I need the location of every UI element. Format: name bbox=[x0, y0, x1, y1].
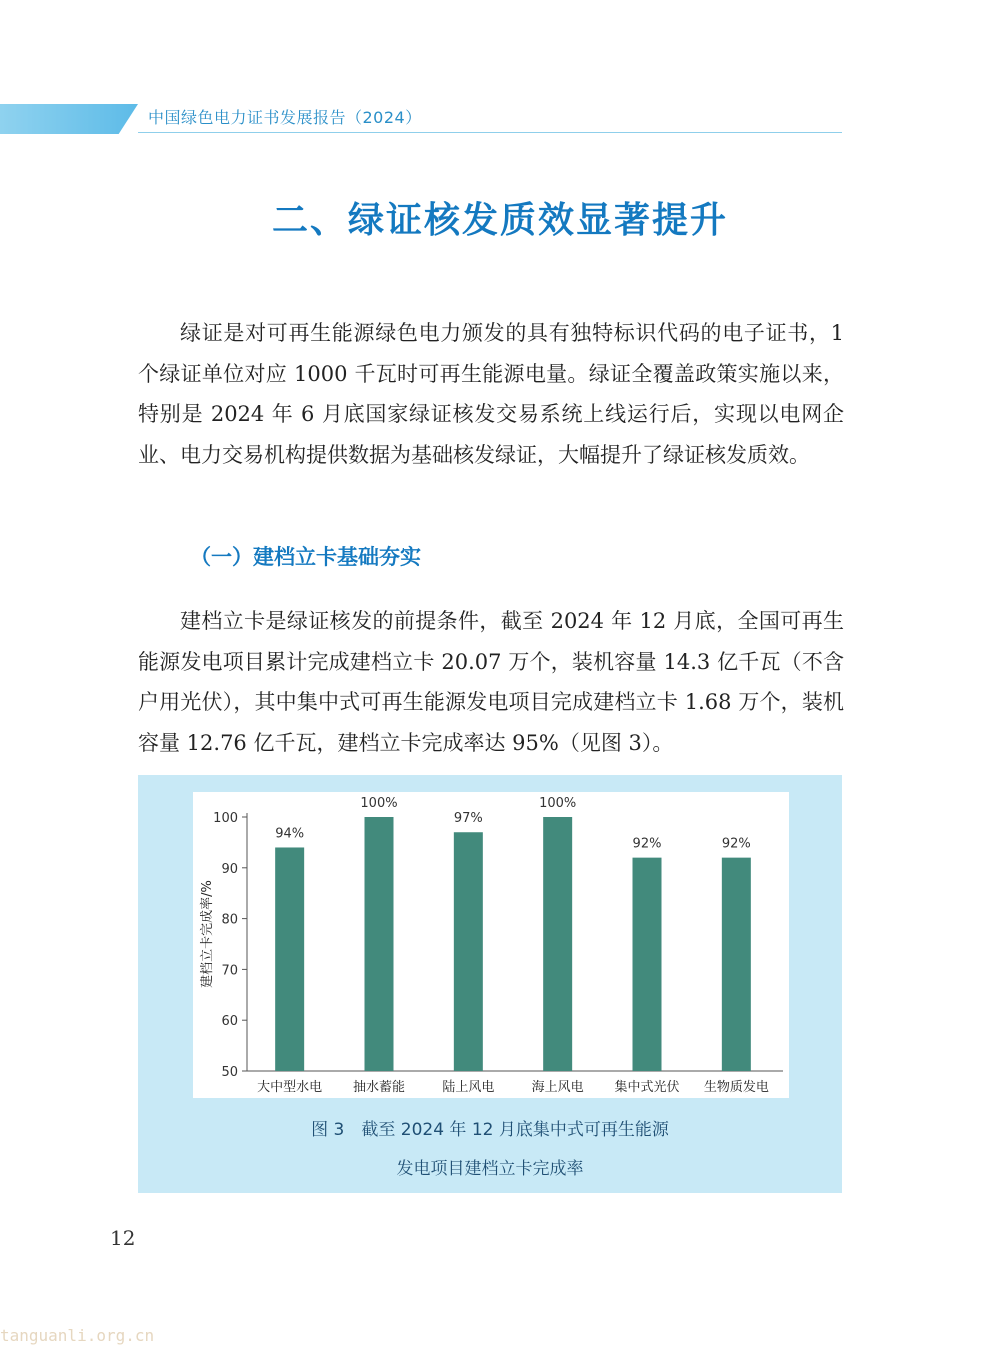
bar-value-label: 94% bbox=[275, 826, 305, 842]
bar-value-label: 100% bbox=[539, 796, 577, 811]
bar bbox=[275, 847, 304, 1071]
watermark: tanguanli.org.cn bbox=[0, 1326, 155, 1345]
y-tick-label: 80 bbox=[221, 912, 238, 928]
bar bbox=[543, 817, 572, 1071]
paragraph-registration: 建档立卡是绿证核发的前提条件，截至 2024 年 12 月底，全国可再生能源发电项目累计完成建档立卡 20.07 万个，装机容量 14.3 亿千瓦（不含户用光伏），其中集中式可再生能源发电项目完成建档立卡 1.68 万个，装机容量 12.76 亿千瓦，建档立卡完成率达 95%（见图 3）。 bbox=[138, 609, 844, 755]
bar bbox=[633, 858, 662, 1071]
y-tick-label: 100 bbox=[213, 811, 238, 826]
bar bbox=[454, 832, 483, 1071]
bar-value-label: 97% bbox=[453, 811, 483, 827]
section-title: 二、绿证核发质效显著提升 bbox=[271, 200, 728, 241]
x-category-label: 大中型水电 bbox=[257, 1080, 323, 1095]
chart-area bbox=[193, 792, 789, 1098]
x-category-label: 海上风电 bbox=[531, 1080, 584, 1095]
bar-value-label: 92% bbox=[632, 836, 662, 852]
bar-value-label: 100% bbox=[360, 796, 398, 811]
page-number: 12 bbox=[110, 1226, 136, 1250]
header-rule bbox=[138, 132, 842, 133]
y-axis-label: 建档立卡完成率/% bbox=[200, 880, 215, 988]
bar bbox=[365, 817, 394, 1071]
x-category-label: 抽水蓄能 bbox=[352, 1080, 406, 1095]
y-tick-label: 70 bbox=[221, 963, 238, 979]
bar bbox=[722, 858, 751, 1071]
running-header-title: 中国绿色电力证书发展报告（2024） bbox=[148, 108, 422, 127]
y-tick-label: 60 bbox=[221, 1014, 238, 1030]
x-category-label: 陆上风电 bbox=[442, 1080, 495, 1095]
bar-chart bbox=[193, 792, 789, 1098]
figure-caption-line1: 图 3 截至 2024 年 12 月底集中式可再生能源 bbox=[311, 1120, 669, 1140]
y-tick-label: 50 bbox=[221, 1065, 238, 1080]
bar-value-label: 92% bbox=[721, 836, 751, 852]
x-category-label: 生物质发电 bbox=[703, 1080, 769, 1095]
paragraph-intro: 绿证是对可再生能源绿色电力颁发的具有独特标识代码的电子证书，1 个绿证单位对应 1000 千瓦时可再生能源电量。绿证全覆盖政策实施以来，特别是 2024 年 6 月底国家绿证核发交易系统上线运行后，实现以电网企业、电力交易机构提供数据为基础核发绿证，大幅提升了绿证核发质效。 bbox=[138, 321, 844, 467]
figure-caption-line2: 发电项目建档立卡完成率 bbox=[396, 1159, 584, 1179]
header-band bbox=[0, 104, 138, 134]
x-category-label: 集中式光伏 bbox=[614, 1080, 680, 1095]
subsection-heading: （一）建档立卡基础夯实 bbox=[190, 545, 421, 569]
y-tick-label: 90 bbox=[221, 861, 238, 877]
